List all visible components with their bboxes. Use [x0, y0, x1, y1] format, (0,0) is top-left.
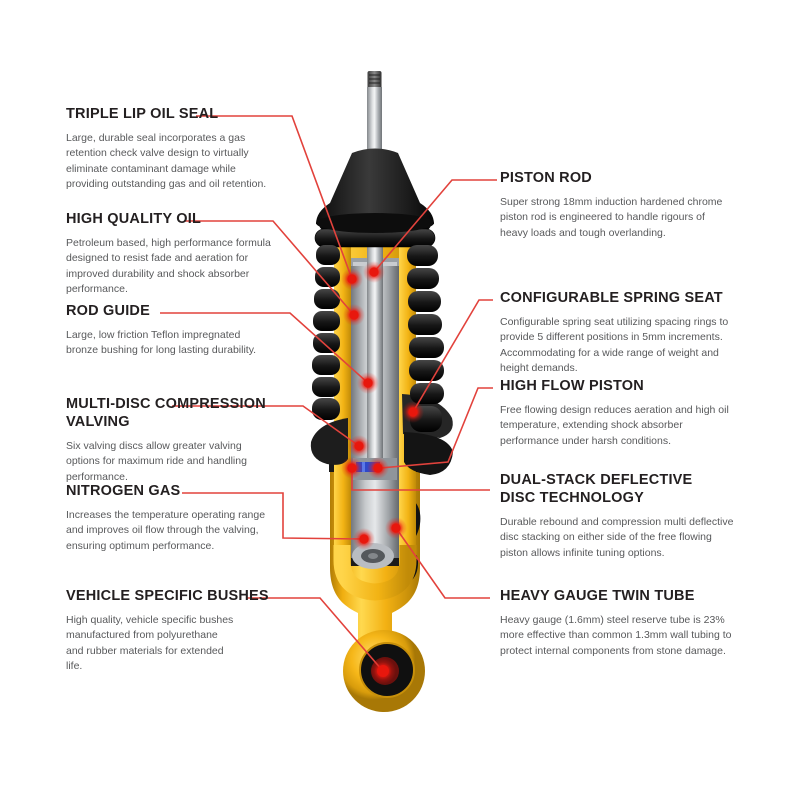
marker-dot-high-quality-oil — [343, 304, 365, 326]
callout-description: Heavy gauge (1.6mm) steel reserve tube is 23% more effective than common 1.3mm wall tubing to protect internal components from stone damage. — [500, 614, 732, 657]
callout-title: HIGH FLOW PISTON — [500, 378, 644, 394]
marker-dot-triple-lip-oil-seal — [341, 268, 363, 290]
marker-dot-piston-rod — [363, 261, 385, 283]
marker-dot-configurable-spring-seat — [402, 401, 424, 423]
callout-title: PISTON ROD — [500, 170, 592, 186]
callout-title: TRIPLE LIP OIL SEAL — [66, 106, 219, 122]
piston-rod-top — [367, 87, 382, 157]
callout-description: High quality, vehicle specific bushes manufactured from polyurethane and rubber materials for extended life. — [66, 614, 234, 672]
callout-title: MULTI-DISC COMPRESSION VALVING — [66, 396, 266, 431]
callout-nitrogen-gas — [66, 482, 271, 554]
callout-high-flow-piston — [500, 377, 734, 449]
stem-thread — [368, 71, 382, 89]
callout-title: ROD GUIDE — [66, 303, 150, 319]
callout-description: Large, low friction Teflon impregnated bronze bushing for long lasting durability. — [66, 329, 257, 357]
marker-dot-rod-guide — [357, 372, 379, 394]
callout-heavy-gauge-twin-tube — [500, 587, 734, 659]
callout-dual-stack-deflective-disc-technology — [500, 471, 734, 561]
callout-title: NITROGEN GAS — [66, 483, 181, 499]
callout-description: Configurable spring seat utilizing spacing rings to provide 5 different positions in 5mm increments. Accommodating for a wide range of weight and height demands. — [500, 316, 729, 374]
callout-description: Large, durable seal incorporates a gas retention check valve design to virtually eliminate contaminant damage while providing outstanding gas and oil retention. — [66, 132, 267, 190]
callout-description: Increases the temperature operating range and improves oil flow through the valving, ensuring optimum performance. — [66, 509, 266, 552]
callout-title: HEAVY GAUGE TWIN TUBE — [500, 588, 695, 604]
callout-title: VEHICLE SPECIFIC BUSHES — [66, 588, 269, 604]
callout-vehicle-specific-bushes — [66, 587, 269, 674]
callout-multi-disc-compression-valving — [66, 395, 271, 485]
marker-dot-nitrogen-gas — [353, 528, 375, 550]
callout-description: Super strong 18mm induction hardened chrome piston rod is engineered to handle rigours of heavy loads and tough overlanding. — [500, 196, 723, 239]
callout-description: Durable rebound and compression multi deflective disc stacking on either side of the free flowing piston allows infinite tuning options. — [500, 516, 734, 559]
callout-rod-guide — [66, 302, 271, 359]
callout-piston-rod — [500, 169, 734, 241]
marker-dot-high-flow-piston — [367, 457, 389, 479]
marker-dot-multi-disc-compression-valving — [348, 435, 370, 457]
callout-description: Petroleum based, high performance formula designed to resist fade and aeration for improved durability and shock absorber performance. — [66, 237, 271, 295]
callout-configurable-spring-seat — [500, 289, 734, 376]
callout-description: Free flowing design reduces aeration and high oil temperature, extending shock absorber performance under harsh conditions. — [500, 404, 729, 447]
callout-description: Six valving discs allow greater valving options for maximum ride and handling performance. — [66, 440, 247, 483]
callout-title: CONFIGURABLE SPRING SEAT — [500, 290, 723, 306]
marker-dot-vehicle-specific-bushes — [370, 658, 396, 684]
callout-triple-lip-oil-seal — [66, 105, 271, 192]
callout-high-quality-oil — [66, 210, 271, 297]
marker-dot-heavy-gauge-twin-tube — [385, 517, 407, 539]
callout-title: HIGH QUALITY OIL — [66, 211, 202, 227]
callout-title: DUAL-STACK DEFLECTIVE DISC TECHNOLOGY — [500, 472, 693, 507]
top-mount — [316, 71, 434, 233]
mount-cone — [316, 149, 434, 225]
marker-dot-dual-stack — [341, 457, 363, 479]
